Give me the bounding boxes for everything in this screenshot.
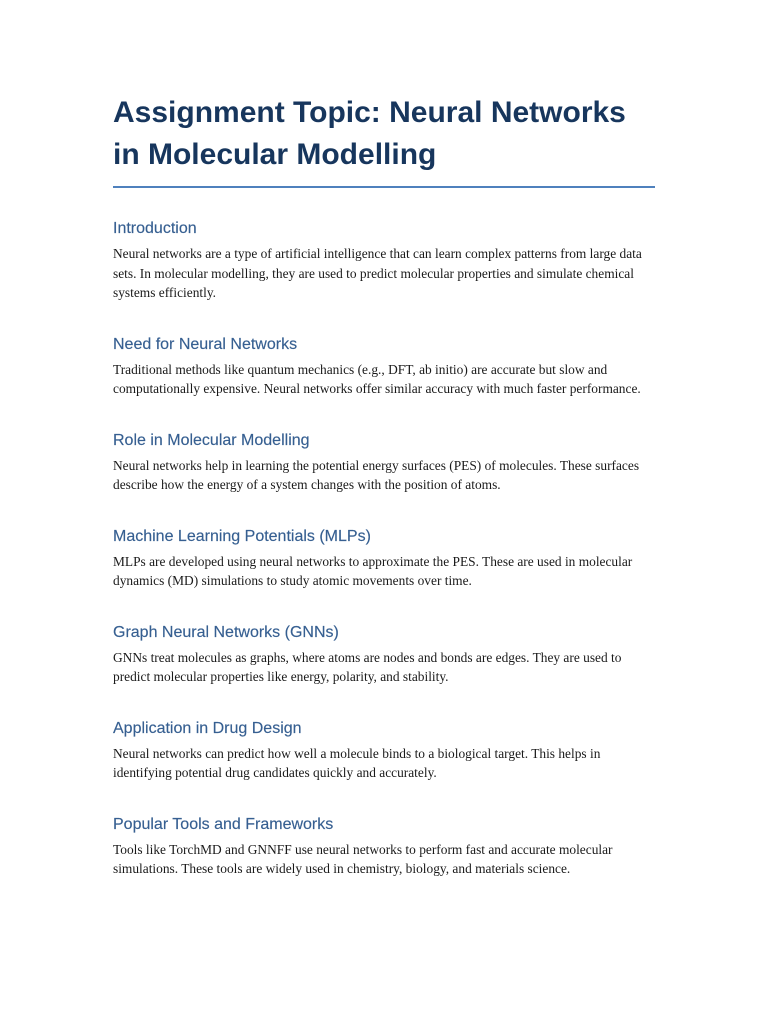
document-title: Assignment Topic: Neural Networks in Molecular Modelling — [113, 92, 655, 188]
section-heading: Role in Molecular Modelling — [113, 431, 310, 449]
section-heading: Application in Drug Design — [113, 719, 302, 737]
section-body: Neural networks can predict how well a molecule binds to a biological target. This helps in identifying potential drug candidates quickly and accurately. — [113, 745, 601, 780]
section-body: Tools like TorchMD and GNNFF use neural networks to perform fast and accurate molecular simulations. These tools are widely used in chemistry, biology, and materials science. — [113, 841, 613, 876]
section-heading: Machine Learning Potentials (MLPs) — [113, 527, 371, 545]
section-graph-neural-networks — [113, 622, 655, 687]
section-heading: Graph Neural Networks (GNNs) — [113, 623, 339, 641]
section-body: Traditional methods like quantum mechanics (e.g., DFT, ab initio) are accurate but slow and computationally expensive. Neural networks offer similar accuracy with much faster performance. — [113, 361, 641, 396]
section-body: Neural networks help in learning the potential energy surfaces (PES) of molecules. These surfaces describe how the energy of a system changes with the position of atoms. — [113, 457, 640, 492]
section-body: GNNs treat molecules as graphs, where atoms are nodes and bonds are edges. They are used to predict molecular properties like energy, polarity, and stability. — [113, 649, 622, 684]
section-body: Neural networks are a type of artificial intelligence that can learn complex patterns from large data sets. In molecular modelling, they are used to predict molecular properties and simulate chemical systems efficiently. — [113, 246, 642, 300]
section-role-in-molecular-modelling — [113, 430, 655, 495]
section-need-for-neural-networks — [113, 334, 655, 399]
section-machine-learning-potentials — [113, 526, 655, 591]
section-heading: Need for Neural Networks — [113, 335, 298, 353]
section-popular-tools-and-frameworks — [113, 814, 655, 879]
section-body: MLPs are developed using neural networks to approximate the PES. These are used in molecular dynamics (MD) simulations to study atomic movements over time. — [113, 553, 633, 588]
section-application-in-drug-design — [113, 718, 655, 783]
section-heading: Introduction — [113, 220, 197, 237]
section-introduction — [113, 218, 655, 303]
section-heading: Popular Tools and Frameworks — [113, 815, 334, 833]
